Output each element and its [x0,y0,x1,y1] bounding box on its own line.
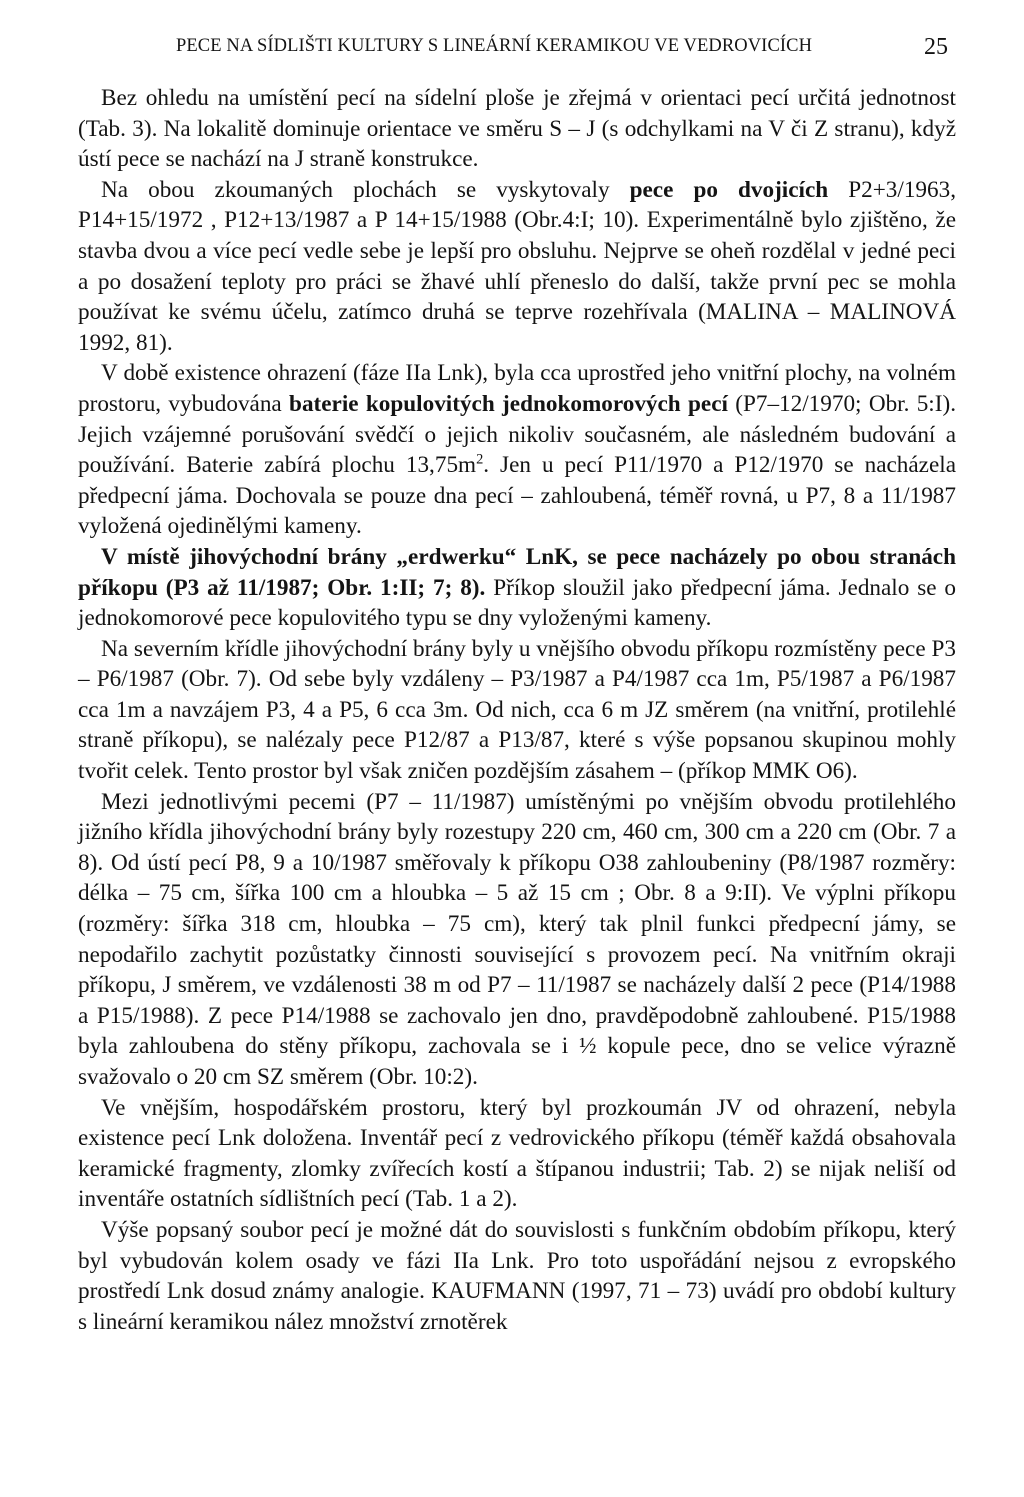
text-segment: P2+3/1963, P14+15/1972 , P12+13/1987 a P 14+15/1988 (Obr.4:I; 10). Experimentálně bylo zjištěno, že stavba dvou a více pecí vedle sebe je lepší pro obsluhu. Nejprve se oheň rozdělal v jedné peci a po dosažení teploty pro práci se žhavé uhlí přeneslo do další, takže první pec se mohla používat ke svému účelu, zatímco druhá se teprve rozehřívala (MALINA – MALINOVÁ 1992, 81). [78,176,957,356]
page-header [0,36,1024,66]
text-segment: Příkop sloužil jako předpecní jáma. Jednalo se o jednokomorové pece kopulovitého typu se dny vyloženými kameny. [78,574,957,632]
text-segment: Výše popsaný soubor pecí je možné dát do souvislosti s funkčním obdobím příkopu, který byl vybudován kolem osady ve fázi IIa Lnk. Pro toto uspořádání nejsou z evropského prostředí Lnk dosud známy analogie. KAUFMANN (1997, 71 – 73) uvádí pro období kultury s lineární keramikou nález množství zrnotěrek [78,1216,956,1335]
text-segment-bold: V místě jihovýchodní brány „erdwerku“ LnK, se pece nacházely po obou stranách příkopu (P3 až 11/1987; Obr. 1:II; 7; 8). [78,543,956,601]
text-segment: Na obou zkoumaných plochách se vyskytovaly [101,176,630,203]
paragraph-southeast-gate [78,542,956,634]
text-segment: V době existence ohrazení (fáze IIa Lnk), byla cca uprostřed jeho vnitřní plochy, na volném prostoru, vybudována [78,360,956,417]
paragraph-oven-battery [78,358,956,542]
text-segment: . Jen u pecí P11/1970 a P12/1970 se nacházela předpecní jáma. Dochovala se pouze dna pecí – zahloubená, téměř rovná, u P7, 8 a 11/1987 vyložená ojedinělými kameny. [78,452,956,540]
text-segment: Bez ohledu na umístění pecí na sídelní ploše je zřejmá v orientaci pecí určitá jednotnost (Tab. 3). Na lokalitě dominuje orientace ve směru S – J (s odchylkami na V či Z stranu), když ústí pece se nachází na J straně konstrukce. [78,85,956,173]
paragraph-orientation [78,83,956,175]
running-title: PECE NA SÍDLIŠTI KULTURY S LINEÁRNÍ KERAMIKOU VE VEDROVICÍCH [176,36,813,56]
text-segment: Ve vnějším, hospodářském prostoru, který byl prozkoumán JV od ohrazení, nebyla existence pecí Lnk doložena. Inventář pecí z vedrovického příkopu (téměř každá obsahovala keramické fragmenty, zlomky zvířecích kostí a štípanou industrii; Tab. 2) se nijak neliší od inventáře ostatních sídlištních pecí (Tab. 1 a 2). [78,1094,956,1213]
paragraph-paired-ovens [78,175,956,359]
text-segment: Na severním křídle jihovýchodní brány byly u vnějšího obvodu příkopu rozmístěny pece P3 – P6/1987 (Obr. 7). Od sebe byly vzdáleny – P3/1987 a P4/1987 cca 1m, P5/1987 a P6/1987 cca 1m a navzájem P3, 4 a P5, 6 cca 3m. Od nich, cca 6 m JZ směrem (na vnitřní, protilehlé straně příkopu), se nalézaly pece P12/87 a P13/87, které s výše popsanou skupinou mohly tvořit celek. Tento prostor byl však zničen pozdějším zásahem – (příkop MMK O6). [78,635,956,785]
paragraph-outer-area [78,1093,956,1215]
paragraph-analogies [78,1215,956,1337]
text-segment: (P7–12/1970; Obr. 5:I). Jejich vzájemné porušování svědčí o jejich nikoliv současném, ale následném budování a používání. Baterie zabírá plochu 13,75m [78,390,956,479]
page-number: 25 [924,34,948,60]
superscript: 2 [476,451,484,468]
text-segment-bold: pece po dvojicích [629,176,829,203]
text-segment: Mezi jednotlivými pecemi (P7 – 11/1987) umístěnými po vnějším obvodu protilehlého jižního křídla jihovýchodní brány byly rozestupy 220 cm, 460 cm, 300 cm a 220 cm (Obr. 7 a 8). Od ústí pecí P8, 9 a 10/1987 směřovaly k příkopu O38 zahloubeniny (P8/1987 rozměry: délka – 75 cm, šířka 100 cm a hloubka – 5 až 15 cm ; Obr. 8 a 9:II). Ve výplni příkopu (rozměry: šířka 318 cm, hloubka – 75 cm), který tak plnil funkci předpecní jámy, se nepodařilo zachytit pozůstatky činnosti související s provozem pecí. Na vnitřním okraji příkopu, J směrem, ve vzdálenosti 38 m od P7 – 11/1987 se nacházely další 2 pece (P14/1988 a P15/1988). Z pece P14/1988 se zachovalo jen dno, pravděpodobně zahloubené. P15/1988 byla zahloubena do stěny příkopu, zachovala se i ½ kopule pece, dno se velice výrazně svažovalo o 20 cm SZ směrem (Obr. 10:2). [78,788,956,1090]
article-body [78,83,956,1337]
paragraph-north-wing [78,634,956,787]
text-segment-bold: baterie kopulovitých jednokomorových pecí [289,390,728,417]
paragraph-south-wing [78,787,956,1093]
